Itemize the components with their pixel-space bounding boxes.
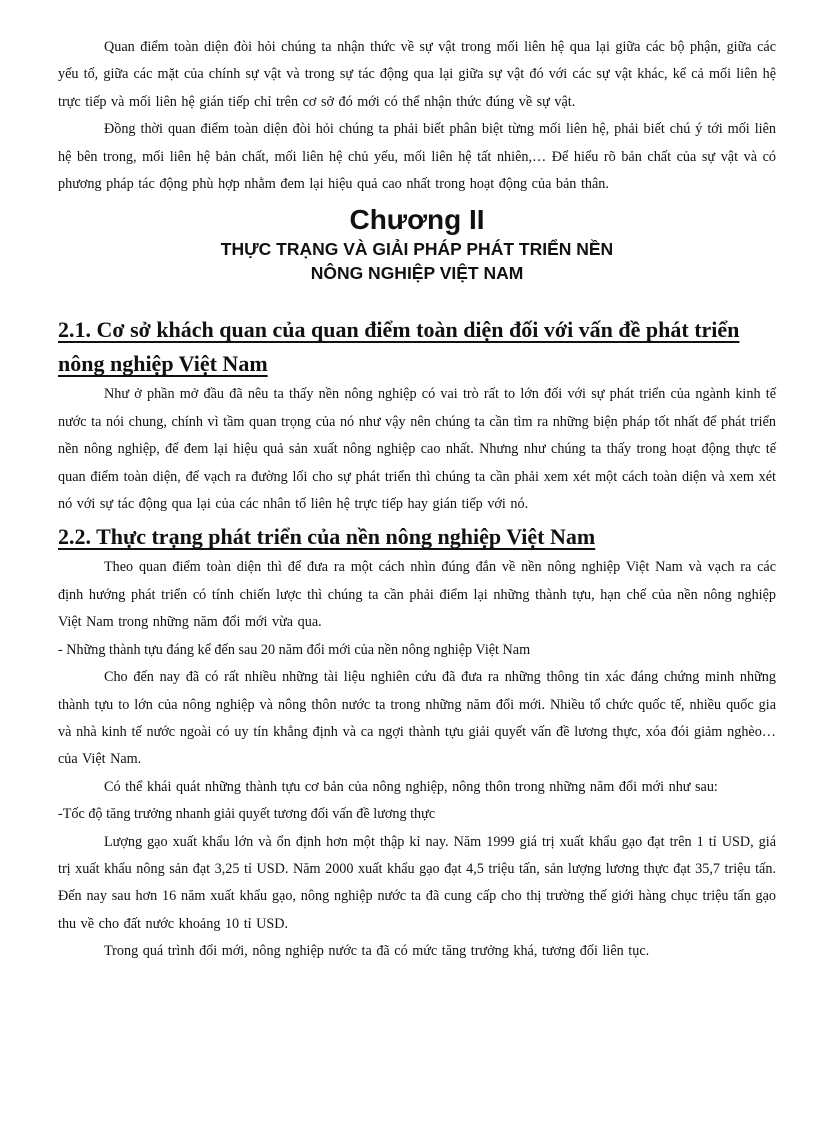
section-2-2-paragraph-1: Theo quan điểm toàn diện thì để đưa ra một cách nhìn đúng đắn về nền nông nghiệp Việt Nam và vạch ra các định hướng phát triển có tính chiến lược thì chúng ta cần phải điểm lại những thành tựu, hạn chế của nền nông nghiệp Việt Nam trong những năm đổi mới vừa qua. [58,559,776,631]
section-2-2-paragraph-5: Trong quá trình đổi mới, nông nghiệp nước ta đã có mức tăng trưởng khá, tương đối liên tục. [104,943,650,960]
growth-bullet: -Tốc độ tăng trưởng nhanh giải quyết tương đối vấn đề lương thực [58,806,436,823]
document-page [58,34,776,966]
chapter-heading [58,205,776,285]
intro-paragraph-2: Đồng thời quan điểm toàn diện đòi hỏi chúng ta phải biết phân biệt từng mối liên hệ, phải biết chú ý tới mối liên hệ bên trong, mối liên hệ bản chất, mối liên hệ chủ yếu, mối liên hệ tất nhiên,… Để hiểu rõ bản chất của sự vật và có phương pháp tác động phù hợp nhằm đem lại hiệu quả cao nhất trong hoạt động của bản thân. [58,121,776,193]
section-2-2-paragraph-4: Lượng gạo xuất khẩu lớn và ổn định hơn một thập kỉ nay. Năm 1999 giá trị xuất khẩu gạo đạt trên 1 tỉ USD, giá trị xuất khẩu nông sản đạt 3,25 tỉ USD. Năm 2000 xuất khẩu gạo đạt 4,5 triệu tấn, sản lượng lương thực đạt 35,7 triệu tấn. Đến nay sau hơn 16 năm xuất khẩu gạo, nông nghiệp nước ta đã cung cấp cho thị trường thế giới hàng chục triệu tấn gạo thu về cho đất nước khoảng 10 tỉ USD. [58,833,776,932]
section-2-2-paragraph-2: Cho đến nay đã có rất nhiều những tài liệu nghiên cứu đã đưa ra những thông tin xác đáng chứng minh những thành tựu to lớn của nông nghiệp và nông thôn nước ta trong những năm đổi mới. Nhiều tổ chức quốc tế, nhiều quốc gia và nhà kinh tế nước ngoài có uy tín khẳng định và ca ngợi thành tựu giải quyết vấn đề lương thực, xóa đói giảm nghèo… của Việt Nam. [58,669,776,768]
chapter-subtitle-line-2: NÔNG NGHIỆP VIỆT NAM [310,263,524,284]
section-2-2-heading: 2.2. Thực trạng phát triển của nền nông nghiệp Việt Nam [58,524,596,550]
chapter-title: Chương II [349,204,485,236]
intro-paragraph-1: Quan điểm toàn diện đòi hỏi chúng ta nhận thức về sự vật trong mối liên hệ qua lại giữa các bộ phận, giữa các yếu tố, giữa các mặt của chính sự vật và trong sự tác động qua lại giữa sự vật đó với các sự vật khác, kể cả mối liên hệ trực tiếp và mối liên hệ gián tiếp chỉ trên cơ sở đó mới có thể nhận thức đúng về sự vật. [58,39,776,110]
section-2-1-heading: 2.1. Cơ sở khách quan của quan điểm toàn diện đối với vấn đề phát triển nông nghiệp Việt Nam [58,317,740,377]
achievements-bullet: - Những thành tựu đáng kể đến sau 20 năm đổi mới của nền nông nghiệp Việt Nam [58,641,531,658]
section-2-2-paragraph-3: Có thể khái quát những thành tựu cơ bản của nông nghiệp, nông thôn trong những năm đổi mới như sau: [104,778,718,795]
section-2-1-paragraph: Như ở phần mở đầu đã nêu ta thấy nền nông nghiệp có vai trò rất to lớn đối với sự phát triển của ngành kinh tế nước ta nói chung, chính vì tầm quan trọng của nó như vậy nên chúng ta cần tìm ra những biện pháp tốt nhất để phát triển nền nông nghiệp, để đem lại hiệu quả sản xuất nông nghiệp cao nhất. Nhưng như chúng ta thấy trong hoạt động thực tế quan điểm toàn diện, để vạch ra đường lối cho sự phát triển thì chúng ta cần phải xem xét một cách toàn diện và xem xét nó với sự tác động qua lại của các nhân tố liên hệ trực tiếp hay gián tiếp với nó. [58,386,776,513]
chapter-subtitle-line-1: THỰC TRẠNG VÀ GIẢI PHÁP PHÁT TRIỂN NỀN [220,239,614,260]
